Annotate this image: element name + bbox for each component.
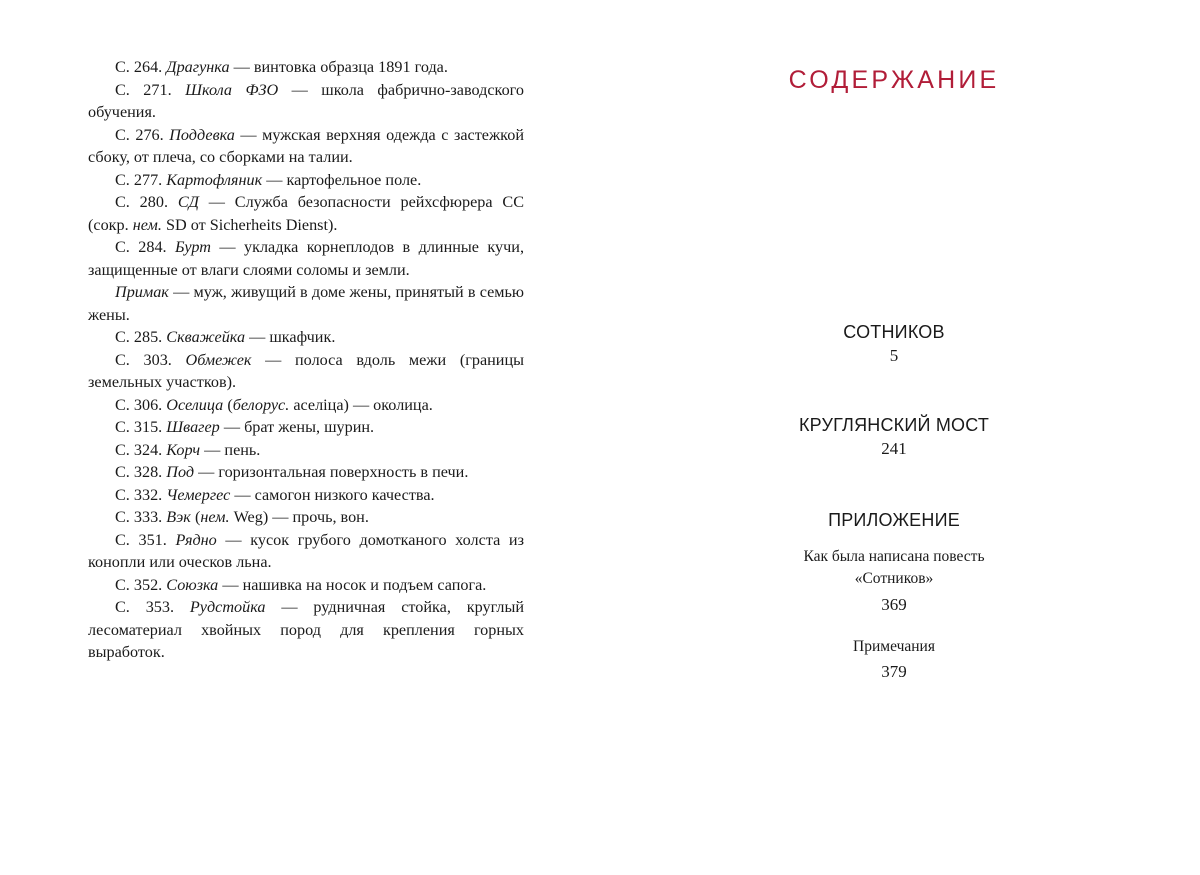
- notes-list: [88, 56, 524, 664]
- toc-subentry-title-line1: Как была написана повесть: [803, 548, 985, 565]
- toc-entry-page: 241: [881, 439, 907, 458]
- note-ref: С. 277.: [115, 170, 163, 189]
- toc-subentry-page: 369: [881, 595, 907, 614]
- toc-entry-page: 5: [889, 346, 899, 365]
- note-term: Поддевка: [169, 125, 235, 144]
- note-entry: [88, 506, 524, 529]
- note-text: — картофельное поле.: [262, 170, 422, 189]
- note-text: — школа фабрично-заводского обучения.: [88, 80, 524, 121]
- note-term: Вэк: [166, 508, 191, 526]
- note-term: Рудстойка: [189, 598, 266, 616]
- note-entry: [88, 394, 524, 417]
- note-term: Бурт: [175, 238, 211, 256]
- note-entry: [88, 124, 524, 169]
- note-ref: С. 324.: [115, 440, 163, 459]
- note-ref: С. 276.: [115, 125, 164, 144]
- toc-entry-title: КРУГЛЯНСКИЙ МОСТ: [798, 415, 990, 435]
- note-ref: С. 353.: [115, 598, 175, 616]
- note-term: Чемергес: [166, 485, 231, 504]
- note-entry: [88, 326, 524, 349]
- note-ref: С. 285.: [115, 328, 163, 346]
- note-ref: С. 328.: [115, 463, 163, 481]
- note-entry: [88, 56, 524, 79]
- note-ref: С. 352.: [115, 575, 163, 594]
- note-tail: Weg) — прочь, вон.: [229, 508, 369, 526]
- note-term: Рядно: [175, 530, 217, 549]
- note-entry: [88, 191, 524, 236]
- note-ref: С. 303.: [115, 350, 172, 369]
- note-term: Швагер: [166, 418, 220, 436]
- note-entry: [88, 281, 524, 326]
- note-text: — укладка корнеплодов в длинные кучи, защищенные от влаги слоями соломы и земли.: [88, 238, 524, 279]
- note-entry: [88, 484, 524, 507]
- note-text: — полоса вдоль межи (границы земельных участков).: [88, 350, 525, 391]
- note-term: Драгунка: [166, 58, 230, 76]
- note-text: — горизонтальная поверхность в печи.: [194, 463, 469, 481]
- note-ref: С. 306.: [115, 395, 163, 414]
- note-term: Скважейка: [166, 328, 246, 346]
- note-abbr: нем.: [132, 215, 162, 234]
- note-term: Оселица: [166, 395, 224, 414]
- toc-entry-title: СОТНИКОВ: [843, 322, 945, 342]
- note-ref: С. 351.: [115, 530, 167, 549]
- note-ref: С. 264.: [115, 58, 163, 76]
- toc-subentry-primechaniya[interactable]: [762, 636, 1026, 684]
- note-text: — Служба безопасности рейхсфюрера СС (сокр.: [88, 193, 524, 234]
- note-text: — винтовка образца 1891 года.: [229, 58, 448, 76]
- toc-entry-title: ПРИЛОЖЕНИЕ: [828, 510, 960, 530]
- toc-subentry-page: 379: [881, 662, 907, 681]
- note-abbr: нем.: [200, 508, 230, 526]
- note-text: (: [190, 508, 201, 526]
- note-entry: [88, 439, 524, 462]
- toc-entry-prilozhenie: [762, 508, 1026, 532]
- toc-entry-kruglyansky-most[interactable]: [762, 413, 1026, 461]
- note-text: — кусок грубого домотканого холста из конопли или оческов льна.: [88, 530, 524, 571]
- note-ref: С. 271.: [115, 80, 172, 99]
- note-text: — шкафчик.: [245, 328, 336, 346]
- note-entry: [88, 574, 524, 597]
- note-entry: [88, 236, 524, 281]
- note-term: СД: [177, 193, 199, 211]
- note-ref: С. 284.: [115, 238, 167, 256]
- note-ref: С. 280.: [115, 193, 168, 211]
- note-term: Под: [166, 463, 195, 481]
- toc-subentry-kak-byla-napisana[interactable]: [762, 546, 1026, 617]
- note-text: — брат жены, шурин.: [219, 418, 375, 436]
- note-ref: С. 333.: [115, 508, 163, 526]
- note-term: Союзка: [166, 575, 219, 594]
- note-term: Картофляник: [166, 170, 263, 189]
- note-entry: [88, 349, 524, 394]
- note-ref: С. 315.: [115, 418, 163, 436]
- note-text: — самогон низкого качества.: [230, 485, 435, 504]
- note-text: — нашивка на носок и подъем сапога.: [218, 575, 487, 594]
- note-term: Корч: [166, 440, 201, 459]
- note-entry: [88, 529, 524, 574]
- note-entry: [88, 169, 524, 192]
- note-text: — мужская верхняя одежда с застежкой сбоку, от плеча, со сборками на талии.: [88, 125, 524, 166]
- note-tail: SD от Sicherheits Dienst).: [161, 215, 338, 234]
- note-tail: аселіца) — околица.: [289, 395, 433, 414]
- note-term: Обмежек: [185, 350, 252, 369]
- toc-subentry-title-line1: Примечания: [853, 638, 935, 655]
- note-abbr: белорус.: [232, 395, 290, 414]
- toc-subentry-title-line2: «Сотников»: [854, 570, 934, 587]
- toc-entry-sotnikov[interactable]: [762, 320, 1026, 368]
- note-text: — пень.: [200, 440, 261, 459]
- note-term: Школа ФЗО: [185, 80, 279, 99]
- note-entry: [88, 596, 524, 664]
- note-text: (: [223, 395, 233, 414]
- note-entry: [88, 461, 524, 484]
- note-text: — рудничная стойка, круглый лесоматериал хвойных пород для крепления горных выработок.: [88, 598, 524, 661]
- note-entry: [88, 416, 524, 439]
- toc-heading: СОДЕРЖАНИЕ: [788, 66, 1000, 94]
- note-term: Примак: [115, 283, 169, 301]
- note-text: — муж, живущий в доме жены, принятый в семью жены.: [88, 283, 524, 324]
- note-ref: С. 332.: [115, 485, 163, 504]
- note-entry: [88, 79, 524, 124]
